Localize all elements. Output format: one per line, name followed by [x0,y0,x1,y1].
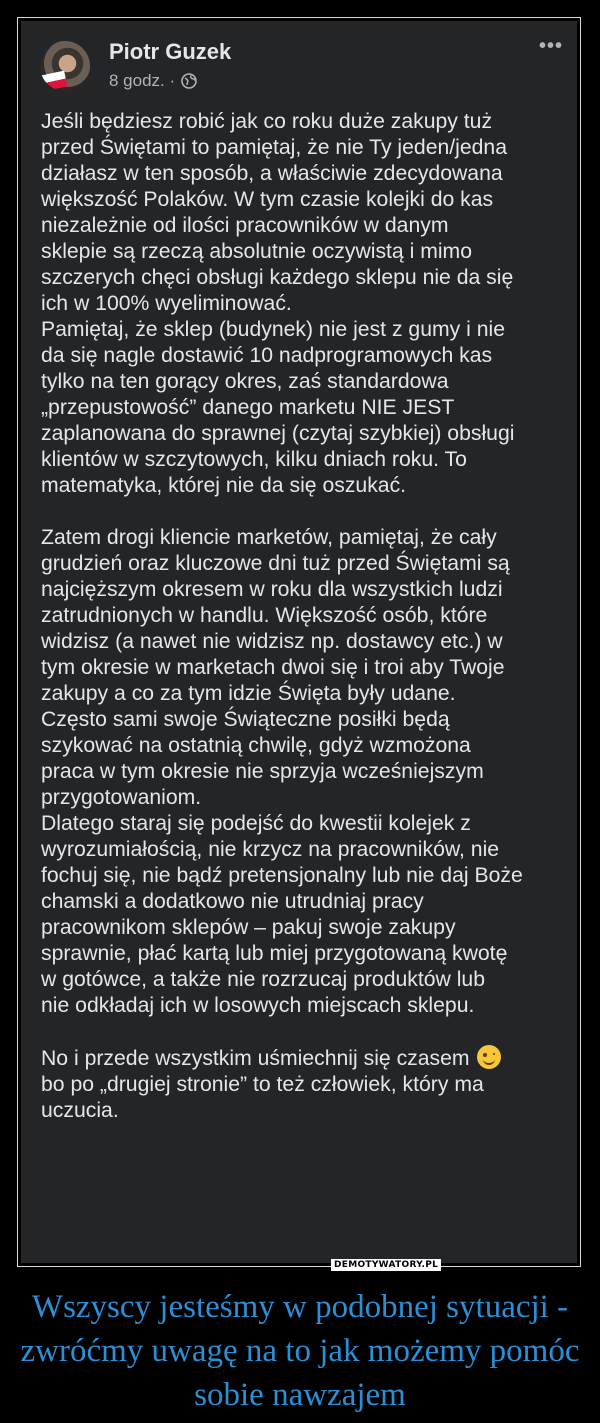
demotivator-frame [17,17,581,1267]
caption: Wszyscy jesteśmy w podobnej sytuacji - zwróćmy uwagę na to jak możemy pomóc sobie nawzajem [20,1289,580,1413]
post-body [41,109,571,1124]
avatar[interactable] [40,41,90,91]
facebook-post [21,21,577,1263]
post-time[interactable]: 8 godz. · [109,71,176,90]
post-paragraph-3a: No i przede wszystkim uśmiechnij się czasem [41,1047,470,1070]
flag-icon [41,71,68,91]
watermark: DEMOTYWATORY.PL [331,1259,441,1271]
more-options-button[interactable]: ••• [538,35,563,57]
post-paragraph-1: Jeśli będziesz robić jak co roku duże zakupy tuż przed Świętami to pamiętaj, że nie Ty jeden/jedna działasz w ten sposób, a właściwie zdecydowana większość Polaków. W tym czasie kolejki do kas niezależnie od ilości pracowników w danym sklepie są rzeczą absolutnie oczywistą i mimo szczerych chęci obsługi każdego sklepu nie da się ich w 100% wyeliminować. Pamiętaj, że sklep (budynek) nie jest z gumy i nie da się nagle dostawić 10 nadprogramowych kas tylko na ten gorący okres, zaś standardowa „przepustowość” danego marketu NIE JEST zaplanowana do sprawnej (czytaj szybkiej) obsługi klientów w szczytowych, kilku dniach roku. To matematyka, której nie da się oszukać. [41,110,515,497]
post-paragraph-3b: bo po „drugiej stronie” to też człowiek, który ma uczucia. [41,1073,484,1122]
winking-face-icon [477,1045,501,1069]
post-paragraph-2: Zatem drogi kliencie marketów, pamiętaj, że cały grudzień oraz kluczowe dni tuż przed Świętami są najcięższym okresem w roku dla wszystkich ludzi zatrudnionych w handlu. Większość osób, które widzisz (a nawet nie widzisz np. dostawcy etc.) w tym okresie w marketach dwoi się i troi aby Twoje zakupy a co za tym idzie Święta były udane. Często sami swoje Świąteczne posiłki będą szykować na ostatnią chwilę, gdyż wzmożona praca w tym okresie nie sprzyja wcześniejszym przygotowaniom. Dlatego staraj się podejść do kwestii kolejek z wyrozumiałością, nie krzycz na pracowników, nie fochuj się, nie bądź pretensjonalny lub nie daj Boże chamski a dodatkowo nie utrudniaj pracy pracownikom sklepów – pakuj swoje zakupy sprawnie, płać kartą lub miej przygotowaną kwotę w gotówce, a także nie rozrzucaj produktów lub nie odkładaj ich w losowych miejscach sklepu. [41,526,523,1017]
globe-icon [181,73,197,89]
author-name[interactable]: Piotr Guzek [109,39,232,64]
post-meta [109,71,197,91]
